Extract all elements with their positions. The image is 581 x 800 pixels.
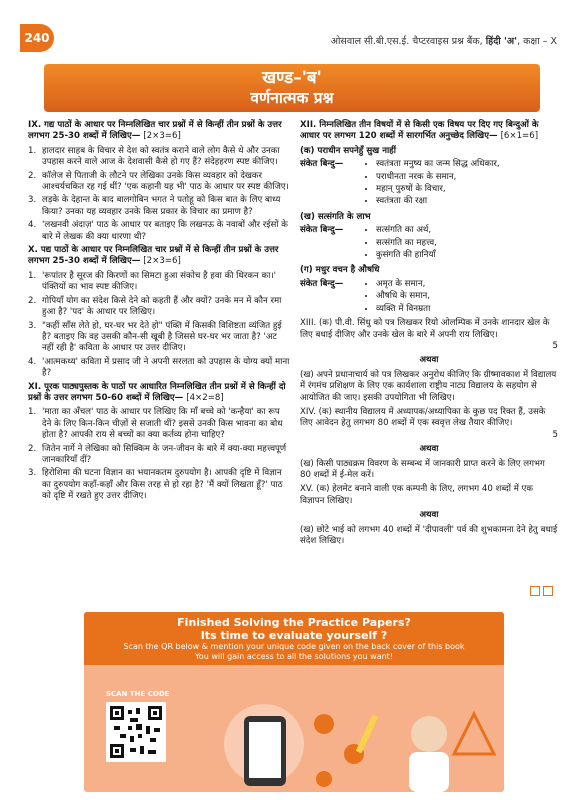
hint-point: • महान् पुरुषों के विचार, (376, 184, 500, 195)
question-15: XV. (क) हेलमेट बनाने वाली एक कम्पनी के लिए, लगभग 40 शब्दों में एक विज्ञापन लिखिए। (300, 484, 533, 506)
item-number: 4. (28, 356, 37, 367)
section-banner (44, 64, 540, 112)
item-text: हिरोशिमा की घटना विज्ञान का भयानकतम दुरुपयोग है। आपकी दृष्टि में विज्ञान का दुरुपयोग कहाँ-कहाँ और किस तरह से हो रहा है? 'मैं क्यों लिखता हूँ?' पाठ को दृष्टि में रखते हुए उत्तर दीजिए। (42, 468, 283, 502)
hint-point: • सत्संगति का अर्थ, (376, 225, 437, 236)
q11-list (28, 407, 290, 502)
item-number: 1. (28, 270, 37, 281)
question-9 (28, 120, 290, 143)
q9-list (28, 146, 290, 243)
question-text: XIII. (क) पी.वी. सिंधु को पत्र लिखकर रियो ओलम्पिक में उनके शानदार खेल के लिए बधाई दीजिए और उनके खेल के बारे में अपनी राय लिखिए। (300, 318, 550, 340)
scan-label: SCAN THE CODE (106, 690, 170, 698)
marks: 5 (552, 429, 558, 440)
list-item (28, 468, 290, 502)
section-subtitle: वर्णनात्मक प्रश्न (250, 89, 334, 107)
promo-note: You will gain access to all the solutions you want! (194, 652, 394, 661)
hint-block (300, 225, 558, 262)
promo-instruction: Scan the QR below & mention your unique code given on the back cover of this book (123, 642, 465, 651)
question-10 (28, 245, 290, 268)
hint-list (364, 159, 500, 209)
decor-squares (530, 586, 553, 596)
marks: [6×1=6] (500, 131, 539, 142)
item-text: गोपियाँ योग का संदेश किसे देने को कहती हैं और क्यों? उनके मन में कौन रमा हुआ है? 'पद' के आधार पर लिखिए। (42, 295, 282, 318)
book-title: ओसवाल सी.बी.एस.ई. चैप्टरवाइस प्रश्न बैंक, (330, 36, 483, 47)
marks: 5 (552, 340, 558, 351)
promo-banner (84, 612, 504, 792)
item-text: 'माता का अँचल' पाठ के आधार पर लिखिए कि माँ बच्चे को 'कन्हैया' का रूप देने के लिए किन-किन चीज़ों से सजाती थीं? इससे उनकी किस भावना का बोध होता है? आपकी राय से बच्चों का क्या कर्तव्य होना चाहिए? (42, 407, 283, 441)
list-item (28, 146, 290, 169)
list-item (28, 195, 290, 218)
hint-point: • स्वतंत्रता की रक्षा (376, 196, 500, 207)
hint-point: • कुसंगति की हानियाँ (376, 250, 437, 261)
item-number: 3. (28, 468, 37, 479)
item-number: 1. (28, 407, 37, 418)
hint-label: संकेत बिन्दु— (300, 225, 344, 236)
item-text: 'आत्मकथ्य' कविता में प्रसाद जी ने अपनी सरलता को उपहास के योग्य क्यों माना है? (42, 356, 290, 379)
hint-point: • व्यक्ति में विनम्रता (376, 304, 430, 315)
question-text: XI. पूरक पाठ्यपुस्तक के पाठों पर आधारित निम्नलिखित तीन प्रश्नों में से किन्हीं दो प्रश्नों के उत्तर लगभग 50-60 शब्दों में लिखिए— (28, 381, 286, 403)
item-number: 3. (28, 195, 37, 206)
question-text: XIV. (क) स्थानीय विद्यालय में अध्यापक/अध्यापिका के कुछ पद रिक्त हैं, उसके लिए आवेदन हेतु लगभग 80 शब्दों में एक स्ववृत्त लेख तैयार कीजिए। (300, 406, 546, 429)
q10-list (28, 271, 290, 380)
question-text: XII. निम्नलिखित तीन विषयों में से किसी एक विषय पर दिए गए बिन्दुओं के आधार पर लगभग 120 शब्दों में सारगर्भित अनुच्छेद लिखिए— (300, 120, 539, 142)
item-number: 4. (28, 220, 37, 231)
question-14b: (ख) किसी पाठ्यक्रम विवरण के सम्बन्ध में जानकारी प्राप्त करने के लिए लगभग 80 शब्दों में ई-मेल करें। (300, 458, 545, 480)
item-number: 1. (28, 145, 37, 156)
item-number: 2. (28, 295, 37, 306)
item-text: हालदार साहब के विचार से देश को स्वतंत्र कराने वाले लोग कैसे थे और उनका उपहास करने वाले आज के देशवासी कैसे हो गए हैं? संदेहहरण स्पष्ट कीजिए। (42, 145, 280, 168)
question-13 (300, 318, 558, 352)
qr-code-icon[interactable] (106, 702, 166, 762)
list-item (28, 444, 290, 467)
question-12 (300, 120, 558, 143)
hint-list (364, 225, 437, 262)
hint-point: • अमृत के समान, (376, 279, 430, 290)
running-header (331, 34, 557, 47)
list-item (28, 407, 290, 441)
or-divider: अथवा (419, 510, 439, 521)
question-13b: (ख) अपने प्रधानाचार्य को पत्र लिखकर अनुरोध कीजिए कि ग्रीष्मावकाश में विद्यालय में रंगमंच प्रशिक्षण के लिए एक कार्यशाला राष्ट्रीय नाट्य विद्यालय के सहयोग से आयोजित की जाए। इसकी उपयोगिता भी लिखिए। (300, 369, 557, 403)
list-item (28, 220, 290, 243)
page-number: 240 (20, 24, 54, 52)
hint-block (300, 159, 558, 209)
class-label: , कक्षा – X (517, 36, 557, 47)
or-divider: अथवा (419, 444, 439, 455)
topic-title: (ग) मधुर वचन है औषधि (300, 265, 380, 276)
item-number: 2. (28, 443, 37, 454)
topic-title: (ख) सत्संगति के लाभ (300, 211, 371, 222)
topic-title: (क) पराधीन सपनेहुँ सुख नाहीं (300, 145, 396, 156)
question-15b: (ख) छोटे भाई को लगभग 40 शब्दों में 'दीपावली' पर्व की शुभकामना देने हेतु बधाई संदेश लिखिए। (300, 524, 558, 546)
subject-label: हिंदी 'अ' (485, 36, 518, 47)
hint-point: • औषधि के समान, (376, 291, 430, 302)
hint-block (300, 279, 558, 316)
question-text: IX. गद्य पाठों के आधार पर निम्नलिखित चार प्रश्नों में से किन्हीं तीन प्रश्नों के उत्तर लगभग 25-30 शब्दों में लिखिए— (28, 120, 282, 142)
question-14 (300, 407, 558, 441)
item-text: लड़के के देहान्त के बाद बालगोबिन भगत ने पतोहू को किस बात के लिए बाध्य किया? उनका यह व्यवहार उनके किस प्रकार के विचार का प्रमाण है? (42, 195, 281, 217)
hint-point: • पराधीनता नरक के समान, (376, 172, 500, 183)
hint-point: • सत्संगति का महत्त्व, (376, 238, 437, 249)
item-text: 'रूपांतर है सूरज की किरणों का सिमटा हुआ संकोच है हवा की थिरकन का।' पंक्तियों का भाव स्पष्ट कीजिए। (42, 270, 276, 293)
hint-point: • स्वतंत्रता मनुष्य का जन्म सिद्ध अधिकार, (376, 159, 500, 170)
or-divider: अथवा (419, 355, 439, 366)
question-11 (28, 382, 290, 405)
promo-header (84, 612, 504, 665)
marks: [2×3=6] (143, 256, 181, 267)
list-item (28, 357, 290, 380)
item-number: 2. (28, 170, 37, 181)
promo-illustration (204, 694, 504, 792)
left-column (28, 120, 290, 505)
right-column (300, 120, 558, 547)
item-text: "कहीं साँस लेते हो, घर-घर भर देते हो" पंक्ति में किसकी विशिष्टता व्यंजित हुई है? बताइए कि वह उसकी कौन-सी खूबी है जिससे घर-घर भर जाता है? 'अट नहीं रही है' कविता के आधार पर उत्तर दीजिए। (42, 320, 282, 354)
promo-title: Finished Solving the Practice Papers? (177, 616, 411, 629)
marks: [4×2=8] (186, 392, 224, 403)
marks: [2×3=6] (143, 131, 181, 142)
question-text: X. पद्य पाठों के आधार पर निम्नलिखित चार प्रश्नों में से किन्हीं तीन प्रश्नों के उत्तर लगभग 25-30 शब्दों में लिखिए— (28, 245, 279, 267)
item-number: 3. (28, 320, 37, 331)
list-item (28, 171, 290, 194)
list-item (28, 321, 290, 355)
item-text: कॉलेज से पिताजी के लौटने पर लेखिका उनके किस व्यवहार को देखकर आश्चर्यचकित रह गई थीं? 'एक कहानी यह भी' पाठ के आधार पर स्पष्ट कीजिए। (42, 170, 289, 193)
item-text: 'लखनवी अंदाज़' पाठ के आधार पर बताइए कि लखनऊ के नवाबों और रईसों के बारे में लेखक की क्या धारणा थी? (42, 220, 288, 242)
list-item (28, 296, 290, 319)
hint-label: संकेत बिन्दु— (300, 159, 344, 170)
promo-subtitle: Its time to evaluate yourself ? (200, 629, 388, 642)
hint-label: संकेत बिन्दु— (300, 278, 344, 289)
list-item (28, 271, 290, 294)
section-title: खण्ड–'ब' (262, 68, 322, 88)
item-text: जितेन नार्गे ने लेखिका को सिक्किम के जन-जीवन के बारे में क्या-क्या महत्त्वपूर्ण जानकारियाँ दीं? (42, 443, 287, 465)
hint-list (364, 279, 430, 316)
